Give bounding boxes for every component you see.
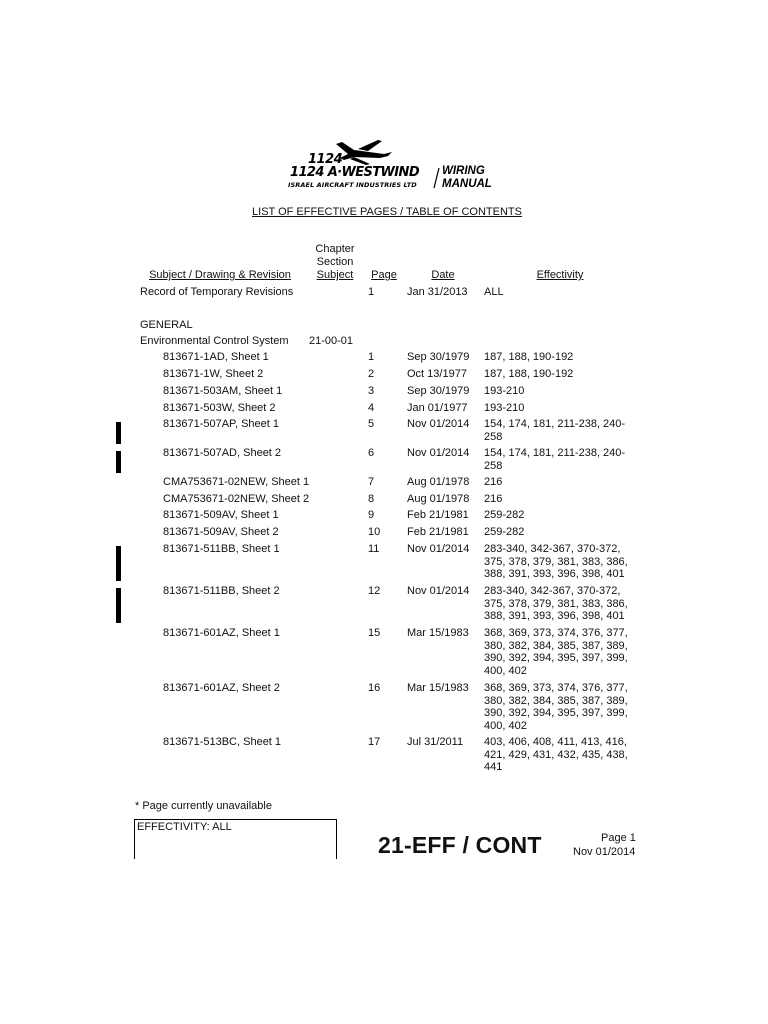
column-header-subject: Subject / Drawing & Revision xyxy=(149,269,291,281)
row-subject: 813671-509AV, Sheet 2 xyxy=(163,526,279,538)
row-page: 1 xyxy=(368,351,375,363)
row-date: Nov 01/2014 xyxy=(407,418,470,430)
row-date: Nov 01/2014 xyxy=(407,585,470,597)
row-page: 4 xyxy=(368,402,375,414)
row-effectivity: 259-282 xyxy=(484,509,525,521)
row-subject: 813671-509AV, Sheet 1 xyxy=(163,509,279,521)
manual-title-line1: WIRING xyxy=(442,165,485,177)
effectivity-box xyxy=(134,819,337,859)
row-subject: 813671-1AD, Sheet 1 xyxy=(163,351,269,363)
page-title: LIST OF EFFECTIVE PAGES / TABLE OF CONTENTS xyxy=(252,206,522,218)
row-page: 11 xyxy=(368,543,380,555)
row-effectivity: 283-340, 342-367, 370-372, 375, 378, 379, 381, 383, 386, 388, 391, 393, 396, 398, 401 xyxy=(484,585,628,622)
row-page: 6 xyxy=(368,447,375,459)
row-effectivity: 187, 188, 190-192 xyxy=(484,351,574,363)
row-date: Feb 21/1981 xyxy=(407,509,469,521)
row-subject: 813671-503AM, Sheet 1 xyxy=(163,385,283,397)
row-effectivity: 193-210 xyxy=(484,402,525,414)
document-code: 21-EFF / CONT xyxy=(378,832,542,858)
row-page: 9 xyxy=(368,509,375,521)
row-subject: 813671-511BB, Sheet 1 xyxy=(163,543,280,555)
row-subject: 813671-511BB, Sheet 2 xyxy=(163,585,280,597)
page-date: Nov 01/2014 xyxy=(573,846,636,858)
row-effectivity: 283-340, 342-367, 370-372, 375, 378, 379, 381, 383, 386, 388, 391, 393, 396, 398, 401 xyxy=(484,543,628,580)
row-date: Aug 01/1978 xyxy=(407,493,470,505)
logo-model-text: 1124 xyxy=(308,152,343,167)
row-subject: 813671-507AP, Sheet 1 xyxy=(163,418,280,430)
footnote: * Page currently unavailable xyxy=(135,800,272,812)
revision-change-bar xyxy=(116,588,121,623)
row-page: 16 xyxy=(368,682,381,694)
row-page: 5 xyxy=(368,418,375,430)
row-effectivity: ALL xyxy=(484,286,504,298)
row-date: Feb 21/1981 xyxy=(407,526,469,538)
row-date: Jul 31/2011 xyxy=(407,736,464,748)
row-subject: 813671-507AD, Sheet 2 xyxy=(163,447,282,459)
row-date: Jan 01/1977 xyxy=(407,402,468,414)
row-date: Sep 30/1979 xyxy=(407,385,470,397)
revision-change-bar xyxy=(116,422,121,444)
row-date: Oct 13/1977 xyxy=(407,368,467,380)
row-effectivity: 368, 369, 373, 374, 376, 377, 380, 382, 384, 385, 387, 389, 390, 392, 394, 395, 397, 399, 400, 402 xyxy=(484,627,628,677)
row-page: 1 xyxy=(368,286,375,298)
revision-change-bar xyxy=(116,546,121,581)
row-page: 3 xyxy=(368,385,375,397)
row-page: 8 xyxy=(368,493,375,505)
row-date: Mar 15/1983 xyxy=(407,682,469,694)
column-header-effectivity: Effectivity xyxy=(536,269,584,281)
manual-title xyxy=(442,165,492,190)
column-header-chapter: Chapter Section Subject xyxy=(315,243,355,281)
row-effectivity: 368, 369, 373, 374, 376, 377, 380, 382, 384, 385, 387, 389, 390, 392, 394, 395, 397, 399, 400, 402 xyxy=(484,682,628,732)
logo-company-text: ISRAEL AIRCRAFT INDUSTRIES LTD xyxy=(288,181,417,189)
row-chapter: 21-00-01 xyxy=(309,335,354,347)
row-date: Nov 01/2014 xyxy=(407,447,470,459)
row-effectivity: 154, 174, 181, 211-238, 240-258 xyxy=(484,418,626,443)
column-header-page: Page xyxy=(371,269,397,281)
row-effectivity: 216 xyxy=(484,476,503,488)
logo-brand-text: 1124 A·WESTWIND xyxy=(290,165,420,180)
row-subject: 813671-503W, Sheet 2 xyxy=(163,402,276,414)
row-subject: Record of Temporary Revisions xyxy=(140,286,294,298)
manual-title-line2: MANUAL xyxy=(442,177,492,190)
row-effectivity: 193-210 xyxy=(484,385,525,397)
row-subject: Environmental Control System xyxy=(140,335,289,347)
row-subject: 813671-1W, Sheet 2 xyxy=(163,368,264,380)
row-page: 10 xyxy=(368,526,381,538)
row-subject: 813671-513BC, Sheet 1 xyxy=(163,736,282,748)
section-heading: GENERAL xyxy=(140,319,193,331)
column-header-date: Date xyxy=(431,269,455,281)
row-subject: 813671-601AZ, Sheet 1 xyxy=(163,627,280,639)
row-effectivity: 216 xyxy=(484,493,503,505)
row-date: Sep 30/1979 xyxy=(407,351,470,363)
row-date: Aug 01/1978 xyxy=(407,476,470,488)
effectivity-label: EFFECTIVITY: ALL xyxy=(137,821,232,833)
row-page: 12 xyxy=(368,585,381,597)
row-effectivity: 187, 188, 190-192 xyxy=(484,368,574,380)
row-effectivity: 403, 406, 408, 411, 413, 416, 421, 429, 431, 432, 435, 438, 441 xyxy=(484,736,628,773)
row-date: Jan 31/2013 xyxy=(407,286,468,298)
row-page: 17 xyxy=(368,736,381,748)
revision-change-bar xyxy=(116,451,121,473)
row-page: 2 xyxy=(368,368,375,380)
row-page: 15 xyxy=(368,627,381,639)
row-date: Nov 01/2014 xyxy=(407,543,470,555)
row-subject: CMA753671-02NEW, Sheet 1 xyxy=(163,476,310,488)
row-subject: CMA753671-02NEW, Sheet 2 xyxy=(163,493,310,505)
row-page: 7 xyxy=(368,476,375,488)
page-number: Page 1 xyxy=(601,832,636,844)
row-subject: 813671-601AZ, Sheet 2 xyxy=(163,682,280,694)
row-effectivity: 259-282 xyxy=(484,526,525,538)
row-effectivity: 154, 174, 181, 211-238, 240-258 xyxy=(484,447,626,472)
row-date: Mar 15/1983 xyxy=(407,627,469,639)
